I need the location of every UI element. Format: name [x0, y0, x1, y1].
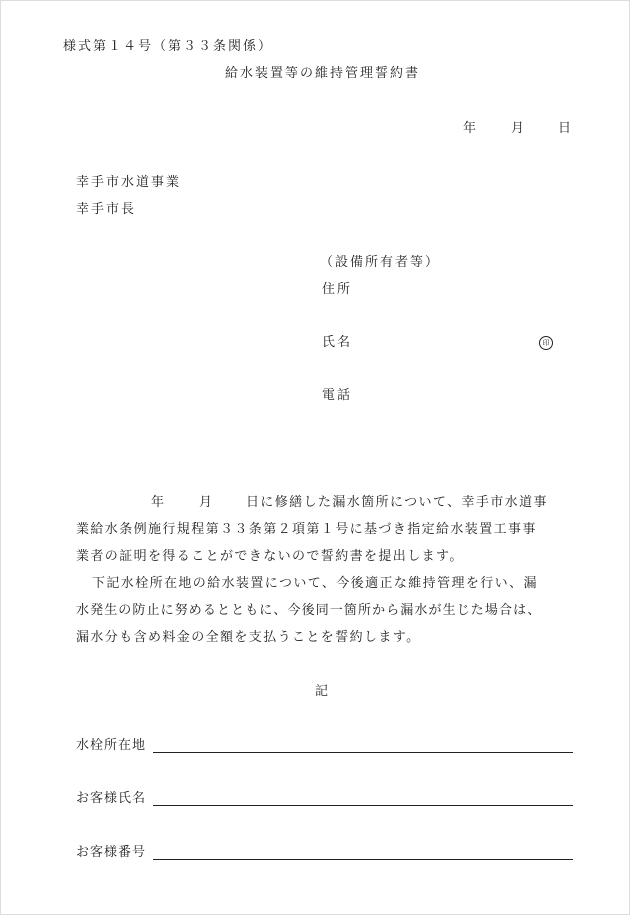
- form-number: 様式第１４号（第３３条関係）: [63, 39, 274, 54]
- document-title: 給水装置等の維持管理誓約書: [225, 66, 421, 81]
- body-p2-line1: 下記水栓所在地の給水装置について、今後適正な維持管理を行い、漏: [92, 576, 538, 591]
- date-month: 月: [511, 121, 525, 136]
- faucet-location-label: 水栓所在地: [76, 738, 147, 753]
- owner-address-label: 住所: [322, 282, 353, 297]
- body-p2-line2: 水発生の防止に努めるとともに、今後同一箇所から漏水が生じた場合は、: [76, 603, 542, 618]
- body-p1-line1: 日に修繕した漏水箇所について、幸手市水道事: [246, 495, 548, 510]
- owner-name-label: 氏名: [322, 335, 353, 350]
- body-month: 月: [199, 495, 213, 510]
- body-year: 年: [151, 495, 165, 510]
- body-p1-line3: 業者の証明を得ることができないので誓約書を提出します。: [76, 549, 464, 564]
- owner-phone-label: 電話: [322, 388, 353, 403]
- customer-name-label: お客様氏名: [76, 791, 147, 806]
- customer-name-line[interactable]: [153, 805, 573, 806]
- addressee-org: 幸手市水道事業: [76, 175, 182, 190]
- body-p1-line2: 業給水条例施行規程第３３条第２項第１号に基づき指定給水装置工事事: [76, 522, 537, 537]
- owner-heading: （設備所有者等）: [320, 255, 441, 270]
- date-day: 日: [558, 121, 572, 136]
- addressee-mayor: 幸手市長: [76, 202, 137, 217]
- note-heading: 記: [315, 684, 329, 699]
- seal-mark: 印: [539, 336, 553, 350]
- body-p2-line3: 漏水分も含め料金の全額を支払うことを誓約します。: [76, 630, 421, 645]
- customer-number-line[interactable]: [153, 859, 573, 860]
- faucet-location-line[interactable]: [153, 752, 573, 753]
- date-year: 年: [463, 121, 477, 136]
- customer-number-label: お客様番号: [76, 845, 147, 860]
